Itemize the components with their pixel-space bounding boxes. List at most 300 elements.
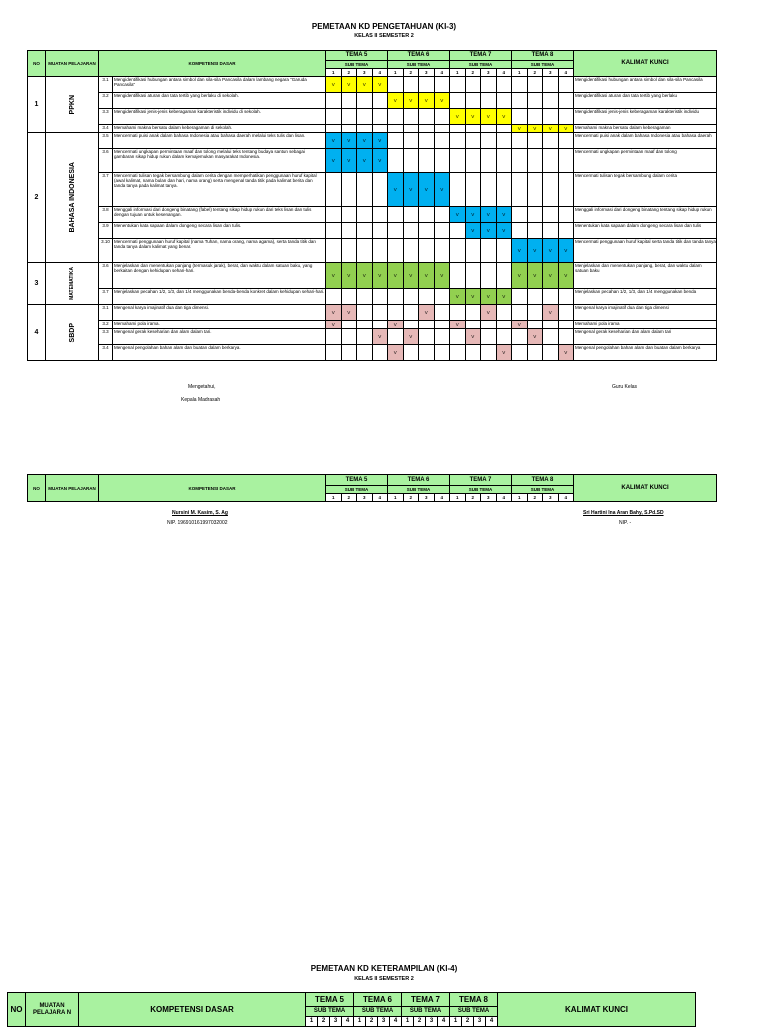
kd-mark-cell <box>543 109 559 125</box>
header-sub-number: 4 <box>558 494 574 502</box>
kd-mark-cell <box>558 289 574 305</box>
kd-mark-cell: V <box>496 223 512 239</box>
header-tema-8: TEMA 8 <box>450 993 498 1007</box>
kd-mark-cell <box>419 77 435 93</box>
kd-mark-cell <box>372 125 388 133</box>
kd-code: 3.6 <box>99 263 113 289</box>
header-sub-number: 1 <box>450 494 466 502</box>
header-kalimat: KALIMAT KUNCI <box>574 51 717 77</box>
header-kalimat: KALIMAT KUNCI <box>498 993 696 1027</box>
kd-mark-cell <box>558 223 574 239</box>
kd-map-table-1 <box>27 50 717 361</box>
header-sub-number: 3 <box>543 69 559 77</box>
kd-map-table-2 <box>7 992 696 1027</box>
sign-left-name: Nursini M. Kasim, S. Ag <box>172 510 228 516</box>
kd-mark-cell <box>496 263 512 289</box>
kd-mark-cell <box>481 125 497 133</box>
page-title: PEMETAAN KD PENGETAHUAN (KI-3) <box>311 22 457 31</box>
kd-mark-cell <box>558 329 574 345</box>
kd-code: 3.1 <box>99 77 113 93</box>
kd-mark-cell: V <box>403 329 419 345</box>
kd-mark-cell: V <box>434 263 450 289</box>
kd-code: 3.8 <box>99 207 113 223</box>
kd-mark-cell <box>341 109 357 125</box>
header-sub-number: 3 <box>378 1017 390 1027</box>
kd-mark-cell <box>558 93 574 109</box>
header-tema-8: TEMA 8 <box>512 475 574 486</box>
kd-mark-cell: V <box>434 173 450 207</box>
kd-mark-cell <box>341 223 357 239</box>
group-subject-label: PPKN <box>68 94 76 115</box>
kd-text: Mengidentifikasi aturan dan tata tertib yang berlaku di sekolah. <box>113 93 326 109</box>
kd-row <box>28 321 717 329</box>
kd-mark-cell <box>357 345 373 361</box>
group-subject <box>46 77 99 133</box>
kd-mark-cell: V <box>496 289 512 305</box>
kd-mark-cell <box>496 77 512 93</box>
kd-row <box>28 133 717 149</box>
kd-mark-cell <box>527 289 543 305</box>
kd-mark-cell <box>512 207 528 223</box>
header-sub-number: 1 <box>402 1017 414 1027</box>
header-sub-number: 1 <box>326 494 342 502</box>
kd-mark-cell <box>341 289 357 305</box>
kd-text: Mencermati ungkapan permintaan maaf dan tolong melalui teks tentang budaya santun sebagai gambaran sikap hidup rukun dalam kemajemukan masyarakat Indonesia. <box>113 149 326 173</box>
kd-mark-cell <box>496 239 512 263</box>
kd-mark-cell <box>419 133 435 149</box>
kd-row <box>28 207 717 223</box>
kd-mark-cell <box>450 77 466 93</box>
kd-text: Mengidentifikasi jenis-jenis keberagaman karakteristik individu di sekolah. <box>113 109 326 125</box>
kd-map-header-repeat <box>27 474 717 502</box>
kd-mark-cell <box>419 289 435 305</box>
kd-mark-cell <box>419 207 435 223</box>
kd-mark-cell <box>372 207 388 223</box>
kd-mark-cell <box>512 305 528 321</box>
kd-mark-cell <box>558 133 574 149</box>
kd-mark-cell <box>481 173 497 207</box>
header-tema-7: TEMA 7 <box>450 475 512 486</box>
kd-mark-cell <box>403 109 419 125</box>
kd-mark-cell <box>403 239 419 263</box>
kd-text: Mencermati puisi anak dalam bahasa Indonesia atau bahasa daerah melalui teks tulis dan lisan. <box>113 133 326 149</box>
kd-row <box>28 329 717 345</box>
kd-mark-cell <box>527 109 543 125</box>
kd-mark-cell <box>434 239 450 263</box>
header-sub-number: 4 <box>390 1017 402 1027</box>
kd-mark-cell <box>465 305 481 321</box>
kd-mark-cell: V <box>450 289 466 305</box>
kd-mark-cell <box>450 305 466 321</box>
kd-mark-cell <box>403 133 419 149</box>
kd-mark-cell <box>403 149 419 173</box>
kd-mark-cell: V <box>357 149 373 173</box>
header-subtema: SUB TEMA <box>450 1007 498 1017</box>
kd-mark-cell <box>543 329 559 345</box>
header-sub-number: 2 <box>341 69 357 77</box>
header-kd: KOMPETENSI DASAR <box>99 475 326 502</box>
kd-mark-cell <box>419 239 435 263</box>
header-subtema: SUB TEMA <box>512 61 574 69</box>
kd-row <box>28 125 717 133</box>
kd-mark-cell <box>527 133 543 149</box>
kd-mark-cell <box>543 223 559 239</box>
kd-text: Menjelaskan dan menentukan panjang (termasuk jarak), berat, dan waktu dalam satuan baku, yang berkaitan dengan kehidupan sehari-hari. <box>113 263 326 289</box>
header-sub-number: 3 <box>543 494 559 502</box>
kd-mark-cell <box>434 109 450 125</box>
kd-mark-cell: V <box>403 93 419 109</box>
kd-mark-cell: V <box>388 321 404 329</box>
header-sub-number: 2 <box>414 1017 426 1027</box>
kalimat-kunci: Mencermati puisi anak dalam bahasa Indonesia atau bahasa daerah <box>574 133 717 149</box>
kd-mark-cell <box>403 77 419 93</box>
kd-mark-cell <box>357 223 373 239</box>
header-sub-number: 2 <box>527 69 543 77</box>
kd-row <box>28 239 717 263</box>
kd-mark-cell <box>388 223 404 239</box>
kd-mark-cell <box>403 305 419 321</box>
kd-mark-cell: V <box>558 345 574 361</box>
kalimat-kunci: Mengidentifikasi aturan dan tata tertib yang berlaku <box>574 93 717 109</box>
kd-mark-cell: V <box>527 239 543 263</box>
kd-row <box>28 149 717 173</box>
kd-mark-cell: V <box>388 345 404 361</box>
kd-mark-cell <box>388 77 404 93</box>
header-tema-8: TEMA 8 <box>512 51 574 61</box>
kd-code: 3.7 <box>99 173 113 207</box>
kd-mark-cell: V <box>419 93 435 109</box>
kd-row <box>28 263 717 289</box>
header-sub-number: 3 <box>426 1017 438 1027</box>
kd-mark-cell <box>465 133 481 149</box>
kd-mark-cell <box>543 289 559 305</box>
kd-mark-cell <box>434 207 450 223</box>
kd-mark-cell <box>543 93 559 109</box>
kd-mark-cell <box>481 77 497 93</box>
kd-code: 3.4 <box>99 345 113 361</box>
header-tema-5: TEMA 5 <box>326 475 388 486</box>
kd-text: Mencermati tulisan tegak bersambung dalam cerita dengan memperhatikan penggunaan huruf kapital (awal kalimat, nama bulan dan hari, nama orang) serta mengenal tanda titik pada kalimat berita dan tanda tanya pada kalimat tanya. <box>113 173 326 207</box>
kd-mark-cell: V <box>450 109 466 125</box>
header-tema-5: TEMA 5 <box>326 51 388 61</box>
group-subject-label: BAHASA INDONESIA <box>68 162 76 233</box>
kd-mark-cell: V <box>326 321 342 329</box>
kd-row <box>28 345 717 361</box>
kd-mark-cell: V <box>341 263 357 289</box>
kd-mark-cell <box>357 239 373 263</box>
kd-mark-cell <box>434 289 450 305</box>
header-sub-number: 4 <box>372 494 388 502</box>
kd-code: 3.2 <box>99 93 113 109</box>
kalimat-kunci: Mengidentifikasi hubungan antara simbol dan sila-sila Pancasila <box>574 77 717 93</box>
kd-mark-cell <box>372 345 388 361</box>
kd-mark-cell <box>512 289 528 305</box>
header-no: NO <box>28 475 46 502</box>
header-subtema: SUB TEMA <box>388 61 450 69</box>
kd-mark-cell <box>403 321 419 329</box>
kd-mark-cell <box>496 173 512 207</box>
group-subject <box>46 263 99 305</box>
header-sub-number: 3 <box>419 69 435 77</box>
header-muatan: MUATAN PELAJARAN <box>46 475 99 502</box>
kd-mark-cell <box>496 305 512 321</box>
kd-mark-cell <box>403 207 419 223</box>
header-kd: KOMPETENSI DASAR <box>99 51 326 77</box>
kd-mark-cell <box>512 77 528 93</box>
kd-mark-cell <box>527 345 543 361</box>
kd-mark-cell <box>388 109 404 125</box>
kd-mark-cell <box>465 149 481 173</box>
header-tema-7: TEMA 7 <box>402 993 450 1007</box>
header-sub-number: 2 <box>465 69 481 77</box>
kd-mark-cell <box>434 305 450 321</box>
kalimat-kunci: Memahami makna bersatu dalam keberagaman <box>574 125 717 133</box>
sign-right-role: Guru Kelas <box>612 384 638 390</box>
kalimat-kunci: Mengenal pengolahan bahan alam dan buatan dalam berkarya <box>574 345 717 361</box>
kd-code: 3.2 <box>99 321 113 329</box>
kd-mark-cell <box>434 321 450 329</box>
kd-mark-cell <box>326 289 342 305</box>
kalimat-kunci: Mencermati penggunaan huruf kapital serta tanda titik dan tanda tanya <box>574 239 717 263</box>
kd-mark-cell: V <box>326 263 342 289</box>
kd-mark-cell <box>450 329 466 345</box>
kalimat-kunci: Mencermati ungkapan permintaan maaf dan tolong <box>574 149 717 173</box>
kd-mark-cell: V <box>419 305 435 321</box>
kd-mark-cell: V <box>558 125 574 133</box>
kd-mark-cell <box>450 125 466 133</box>
kd-mark-cell <box>527 149 543 173</box>
kd-mark-cell: V <box>357 263 373 289</box>
kd-mark-cell <box>450 173 466 207</box>
header-sub-number: 1 <box>388 494 404 502</box>
header-sub-number: 2 <box>527 494 543 502</box>
kd-mark-cell <box>388 133 404 149</box>
kd-mark-cell <box>481 93 497 109</box>
kalimat-kunci: Menentukan kata sapaan dalam dongeng secara lisan dan tulis <box>574 223 717 239</box>
kd-row <box>28 77 717 93</box>
kd-mark-cell: V <box>372 77 388 93</box>
kd-mark-cell <box>403 223 419 239</box>
kd-mark-cell <box>543 345 559 361</box>
kd-mark-cell <box>512 93 528 109</box>
header-sub-number: 1 <box>512 69 528 77</box>
kd-mark-cell: V <box>388 93 404 109</box>
kd-mark-cell <box>496 329 512 345</box>
group-number: 3 <box>28 263 46 305</box>
kd-mark-cell <box>558 207 574 223</box>
kd-mark-cell <box>357 173 373 207</box>
header-subtema: SUB TEMA <box>450 61 512 69</box>
kd-mark-cell <box>450 223 466 239</box>
kd-mark-cell <box>357 125 373 133</box>
kd-mark-cell <box>558 149 574 173</box>
header-sub-number: 4 <box>434 69 450 77</box>
kd-mark-cell <box>512 329 528 345</box>
kd-mark-cell <box>372 93 388 109</box>
header-subtema: SUB TEMA <box>354 1007 402 1017</box>
kd-mark-cell <box>527 305 543 321</box>
kd-mark-cell <box>465 93 481 109</box>
kd-mark-cell: V <box>326 133 342 149</box>
kd-mark-cell <box>450 93 466 109</box>
kalimat-kunci: Memahami pola irama <box>574 321 717 329</box>
header-subtema: SUB TEMA <box>306 1007 354 1017</box>
kd-text: Mencermati penggunaan huruf kapital (nama Tuhan, nama orang, nama agama), serta tanda titik dan tanda tanya dalam kalimat yang benar. <box>113 239 326 263</box>
kd-mark-cell <box>419 345 435 361</box>
header-no: NO <box>28 51 46 77</box>
kd-mark-cell <box>543 133 559 149</box>
kd-mark-cell <box>341 329 357 345</box>
kd-mark-cell <box>465 173 481 207</box>
sign-left-label: Mengetahui, <box>188 384 216 390</box>
kalimat-kunci: Menjelaskan dan menentukan panjang, berat, dan waktu dalam satuan baku <box>574 263 717 289</box>
kd-mark-cell <box>481 329 497 345</box>
kd-text: Menjelaskan pecahan 1/2, 1/3, dan 1/4 menggunakan benda-benda konkret dalam kehidupan sehari-hari. <box>113 289 326 305</box>
kd-mark-cell: V <box>481 289 497 305</box>
kd-mark-cell <box>372 173 388 207</box>
header-sub-number: 3 <box>419 494 435 502</box>
kd-mark-cell <box>326 223 342 239</box>
kd-mark-cell: V <box>450 207 466 223</box>
kd-text: Mengenal karya imajinatif dua dan tiga dimensi. <box>113 305 326 321</box>
kd-mark-cell: V <box>512 239 528 263</box>
kd-mark-cell: V <box>326 77 342 93</box>
kd-mark-cell: V <box>512 321 528 329</box>
kd-mark-cell <box>543 321 559 329</box>
kd-mark-cell: V <box>388 263 404 289</box>
kd-mark-cell <box>326 109 342 125</box>
kd-mark-cell <box>527 93 543 109</box>
header-kd: KOMPETENSI DASAR <box>79 993 306 1027</box>
kd-mark-cell: V <box>543 125 559 133</box>
kd-mark-cell <box>326 93 342 109</box>
kd-mark-cell <box>465 263 481 289</box>
kd-mark-cell <box>558 173 574 207</box>
header-sub-number: 3 <box>357 69 373 77</box>
kalimat-kunci: Menggali informasi dari dongeng binatang tentang sikap hidup rukun <box>574 207 717 223</box>
header-sub-number: 1 <box>306 1017 318 1027</box>
kd-mark-cell <box>450 263 466 289</box>
header-tema-7: TEMA 7 <box>450 51 512 61</box>
kd-mark-cell <box>419 321 435 329</box>
kd-mark-cell <box>403 125 419 133</box>
sign-right-nip: NIP. - <box>619 520 632 526</box>
kd-mark-cell: V <box>481 223 497 239</box>
kd-mark-cell: V <box>543 239 559 263</box>
kd-mark-cell <box>388 289 404 305</box>
kd-mark-cell <box>481 263 497 289</box>
header-sub-number: 4 <box>342 1017 354 1027</box>
kd-mark-cell: V <box>341 133 357 149</box>
kd-mark-cell <box>496 321 512 329</box>
kd-text: Mengenal gerak keseharian dan alam dalam tari. <box>113 329 326 345</box>
kd-mark-cell <box>372 239 388 263</box>
header-subtema: SUB TEMA <box>326 61 388 69</box>
kd-mark-cell: V <box>326 149 342 173</box>
header-tema-6: TEMA 6 <box>354 993 402 1007</box>
kd-mark-cell <box>357 321 373 329</box>
header-subtema: SUB TEMA <box>402 1007 450 1017</box>
kd-mark-cell: V <box>465 223 481 239</box>
sign-right-name: Sri Hartini Ina Aran Bahy, S.Pd.SD <box>583 510 664 516</box>
header-subtema: SUB TEMA <box>326 486 388 494</box>
header-sub-number: 1 <box>450 69 466 77</box>
kd-mark-cell <box>543 173 559 207</box>
kd-mark-cell: V <box>512 263 528 289</box>
kd-mark-cell: V <box>341 149 357 173</box>
header-sub-number: 2 <box>341 494 357 502</box>
header-sub-number: 4 <box>372 69 388 77</box>
kd-row <box>28 223 717 239</box>
header-sub-number: 2 <box>465 494 481 502</box>
kd-mark-cell: V <box>357 133 373 149</box>
kd-mark-cell <box>341 93 357 109</box>
kd-mark-cell <box>558 305 574 321</box>
header-sub-number: 2 <box>403 494 419 502</box>
header-sub-number: 2 <box>462 1017 474 1027</box>
kd-mark-cell <box>388 305 404 321</box>
kd-mark-cell <box>512 109 528 125</box>
kd-mark-cell: V <box>403 173 419 207</box>
kd-mark-cell: V <box>465 289 481 305</box>
kd-code: 3.9 <box>99 223 113 239</box>
header-sub-number: 1 <box>512 494 528 502</box>
header-sub-number: 1 <box>450 1017 462 1027</box>
kd-mark-cell <box>419 109 435 125</box>
kd-mark-cell <box>357 109 373 125</box>
kd-mark-cell <box>326 329 342 345</box>
kd-mark-cell <box>372 223 388 239</box>
group-subject <box>46 133 99 263</box>
kd-mark-cell: V <box>419 173 435 207</box>
kd-mark-cell <box>434 77 450 93</box>
header-sub-number: 3 <box>481 69 497 77</box>
kd-mark-cell: V <box>341 305 357 321</box>
kalimat-kunci: Mencermati tulisan tegak bersambung dalam cerita <box>574 173 717 207</box>
kd-mark-cell: V <box>558 239 574 263</box>
kd-mark-cell: V <box>543 263 559 289</box>
kd-mark-cell: V <box>341 77 357 93</box>
header-tema-6: TEMA 6 <box>388 51 450 61</box>
kd-mark-cell <box>326 345 342 361</box>
kd-mark-cell <box>372 109 388 125</box>
kd-mark-cell <box>357 207 373 223</box>
kd-code: 3.7 <box>99 289 113 305</box>
page2-title: PEMETAAN KD KETERAMPILAN (KI-4) <box>310 964 458 973</box>
kd-mark-cell <box>496 125 512 133</box>
kd-mark-cell <box>465 77 481 93</box>
kalimat-kunci: Mengenal gerak keseharian dan alam dalam tari <box>574 329 717 345</box>
kd-mark-cell <box>558 109 574 125</box>
kd-mark-cell <box>481 149 497 173</box>
kd-mark-cell <box>434 345 450 361</box>
kd-mark-cell: V <box>527 125 543 133</box>
kd-mark-cell <box>372 321 388 329</box>
sign-left-role: Kepala Madrasah <box>181 397 221 403</box>
kd-mark-cell: V <box>326 305 342 321</box>
header-sub-number: 4 <box>496 494 512 502</box>
kd-mark-cell <box>357 289 373 305</box>
kd-mark-cell: V <box>496 109 512 125</box>
header-sub-number: 3 <box>330 1017 342 1027</box>
header-kalimat: KALIMAT KUNCI <box>574 475 717 502</box>
kd-mark-cell: V <box>372 263 388 289</box>
kd-mark-cell <box>512 133 528 149</box>
kd-code: 3.10 <box>99 239 113 263</box>
header-sub-number: 3 <box>474 1017 486 1027</box>
kd-mark-cell: V <box>372 149 388 173</box>
kd-mark-cell <box>496 133 512 149</box>
